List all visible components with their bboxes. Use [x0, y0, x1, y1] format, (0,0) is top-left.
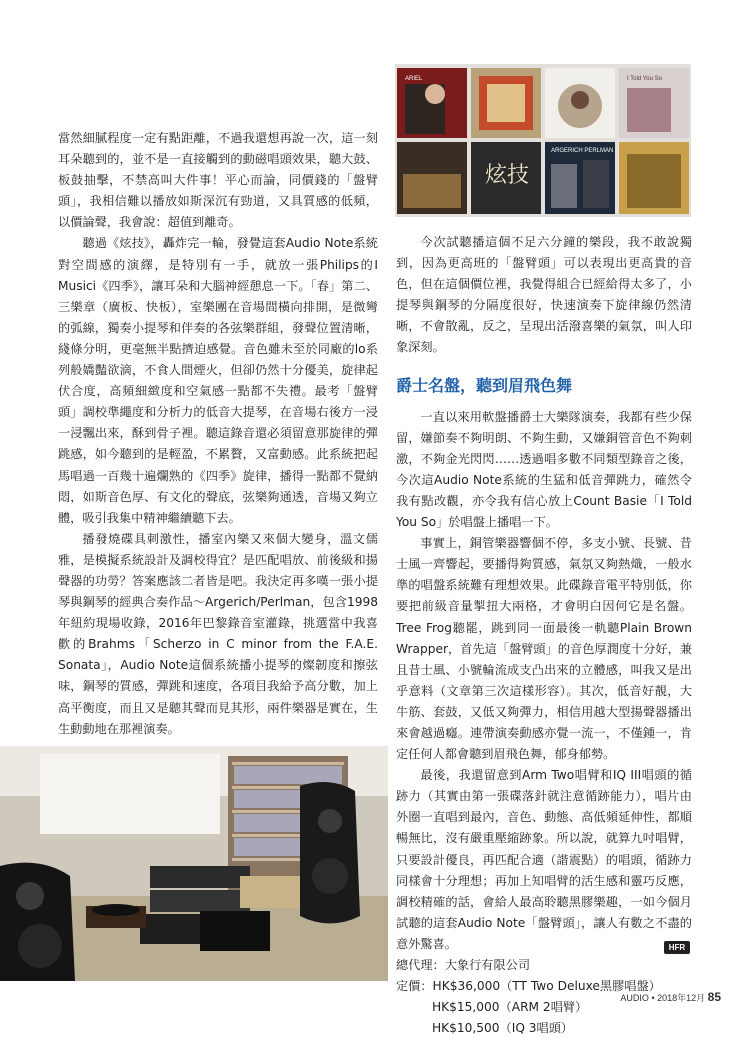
right-column — [396, 232, 692, 1039]
album-cover-6-text: 炫技 — [485, 163, 530, 188]
right-paragraph-2: 事實上，銅管樂器響個不停，多支小號、長號、昔士風一齊響起，要播得夠質感，氣氛又夠熱熾，一般水準的唱盤系統難有理想效果。此碟錄音電平特別低，你要把前級音量掣扭大兩格，才會明白因何它是名盤。Tree Frog聽罷，跳到同一面最後一軌聽Plain Brown Wrapper，首先這「盤臂頭」的音色厚潤度十分好，兼且昔士風、小號輪流成支凸出來的立體感，叫我又是出乎意料（文章第三次這樣形容）。其次，低音好靚，大牛筋、套鼓，又低又夠彈力，相信用越大型揚聲器播出來會越過癮。連帶演奏動感亦覺一流一，不僅鍾一，肯定任何人都會聽到眉飛色舞，郁身郁勢。 — [396, 536, 692, 762]
left-paragraph-1: 當然細膩程度一定有點距離，不過我還想再說一次，這一刻耳朵聽到的，並不是一直接觸到的動磁唱頭效果，聽大鼓、板鼓抽擊，不禁高叫大件事！平心而論，同價錢的「盤臂頭」，我相信難以播放如斯深沉有勁道，又具質感的低頻，以價論聲，我會說：超值到離奇。 — [58, 131, 378, 230]
credit-price-1: 定價：HK$36,000（TT Two Deluxe黑膠唱盤） — [396, 979, 661, 994]
album-cover-6 — [481, 160, 539, 200]
album-covers-illustration — [395, 64, 691, 217]
right-paragraph-3: 最後，我還留意到Arm Two唱臂和IQ III唱頭的循跡力（其實由第一張碟落針就注意循跡能力），唱片由外圈一直唱到最內，音色、動態、高低頻延伸性，都順暢無比，沒有嚴重壓縮跡象。所以說，就算九吋唱臂，只要設計優良，再匹配合適（諧震點）的唱頭，循跡力同樣會十分理想；再加上知唱臂的活生感和靈巧反應，調校精確的話，會給人最高聆聽黑膠樂趣，一如今個月試聽的這套Audio Note「盤臂頭」，讓人有數之不盡的意外驚喜。 — [396, 768, 692, 951]
listening-room-photo — [0, 746, 388, 981]
section-heading: 爵士名盤，聽到眉飛色舞 — [396, 375, 573, 395]
credit-price-3: HK$10,500（IQ 3唱頭） — [432, 1021, 574, 1036]
right-paragraph-1: 一直以來用軟盤播爵士大樂隊演奏，我都有些少保留，嫌節奏不夠明朗、不夠生動，又嫌銅管音色不夠刺激，不夠金光閃閃……透過唱多數不同類型錄音之後，今次這Audio Note系統的生猛和低音彈跳力，確然令我有點改觀，亦令我有信心放上Count Basie「I Told You So」於唱盤上播唱一下。 — [396, 409, 692, 530]
album-cover-7 — [547, 144, 617, 158]
page-footer — [620, 990, 721, 1004]
left-paragraph-2: 聽過《炫技》，轟炸完一輪，發覺這套Audio Note系統對空間感的演繹，是特別有一手，就放一張Philips的I Musici《四季》，讓耳朵和大腦神經憩息一下。「春」第二、三樂章（廣板、快板），室樂團在音場間橫向排開，是微彎的弧線，獨奏小提琴和伴奏的各弦樂群組，發聲位置清晰，綫條分明，更毫無半點擠迫感覺。音色雖未至於同廠的lo系列般嬌豔欲滴，不食人間煙火，但卻仍然十分優美，旋律起伏合度，高頻細緻度和空氣感一點都不失禮。最考「盤臂頭」調校準繩度和分析力的低音大提琴，在音場右後方一浸一浸飄出來，酥到骨子裡。聽這錄音還必須留意那旋律的彈跳感，如今聽到的是輕盈，不累贅，又富動感。此系統把起馬唱過一百幾十遍爛熟的《四季》旋律，播得一點都不覺納悶，如斯音色厚、有文化的聲底，弦樂夠通透，音場又夠立體，吸引我集中精神繼續聽下去。 — [58, 236, 378, 525]
credit-agent: 總代理：大象行有限公司 — [396, 958, 531, 972]
album-cover-1 — [401, 72, 465, 86]
album-covers-photo — [395, 64, 691, 217]
album-cover-3-text: I Told You So — [627, 76, 662, 82]
album-cover-1-text: ARIEL — [405, 76, 423, 82]
right-paragraph-top: 今次試聽播這個不足六分鐘的樂段，我不敢說獨到，因為更高班的「盤臂頭」可以表現出更高貴的音色，但在這個價位裡，我覺得組合已經給得太多了，小提琴與鋼琴的分隔度很好，快速演奏下旋律線仍然清晰，不會散亂，反之，呈現出活潑喜樂的氣氛，叫人印象深刻。 — [396, 235, 692, 355]
left-column — [58, 128, 378, 740]
footer-magazine: AUDIO — [620, 993, 649, 1003]
album-cover-3 — [623, 72, 687, 86]
listening-room-illustration — [0, 746, 388, 981]
credit-price-2: HK$15,000（ARM 2唱臂） — [432, 1000, 588, 1015]
hfr-logo: HFR — [664, 941, 690, 954]
page-number: 85 — [707, 990, 721, 1004]
album-cover-7-text: ARGERICH PERLMAN — [551, 148, 614, 154]
footer-date: • 2018年12月 — [651, 993, 706, 1003]
left-paragraph-3: 播發燒碟具刺激性，播室內樂又來個大變身，溫文儒雅，是模擬系統設計及調校得宜？是匹配唱放、前後級和揚聲器的功勞？答案應該二者皆是吧。我決定再多嘆一張小提琴與鋼琴的經典合奏作品～Argerich/Perlman，包含1998年紐約現場收錄，2016年巴黎錄音室灌錄，挑選當中我喜歡的Brahms「Scherzo in C minor from the F.A.E. Sonata」，Audio Note這個系統播小提琴的燦韌度和擦弦味，鋼琴的質感，彈跳和速度，各項目我給予高分數，加上高平衡度，而且又是聽其聲而見其形，兩件樂器是實在，生生動動地在那裡演奏。 — [58, 531, 378, 736]
